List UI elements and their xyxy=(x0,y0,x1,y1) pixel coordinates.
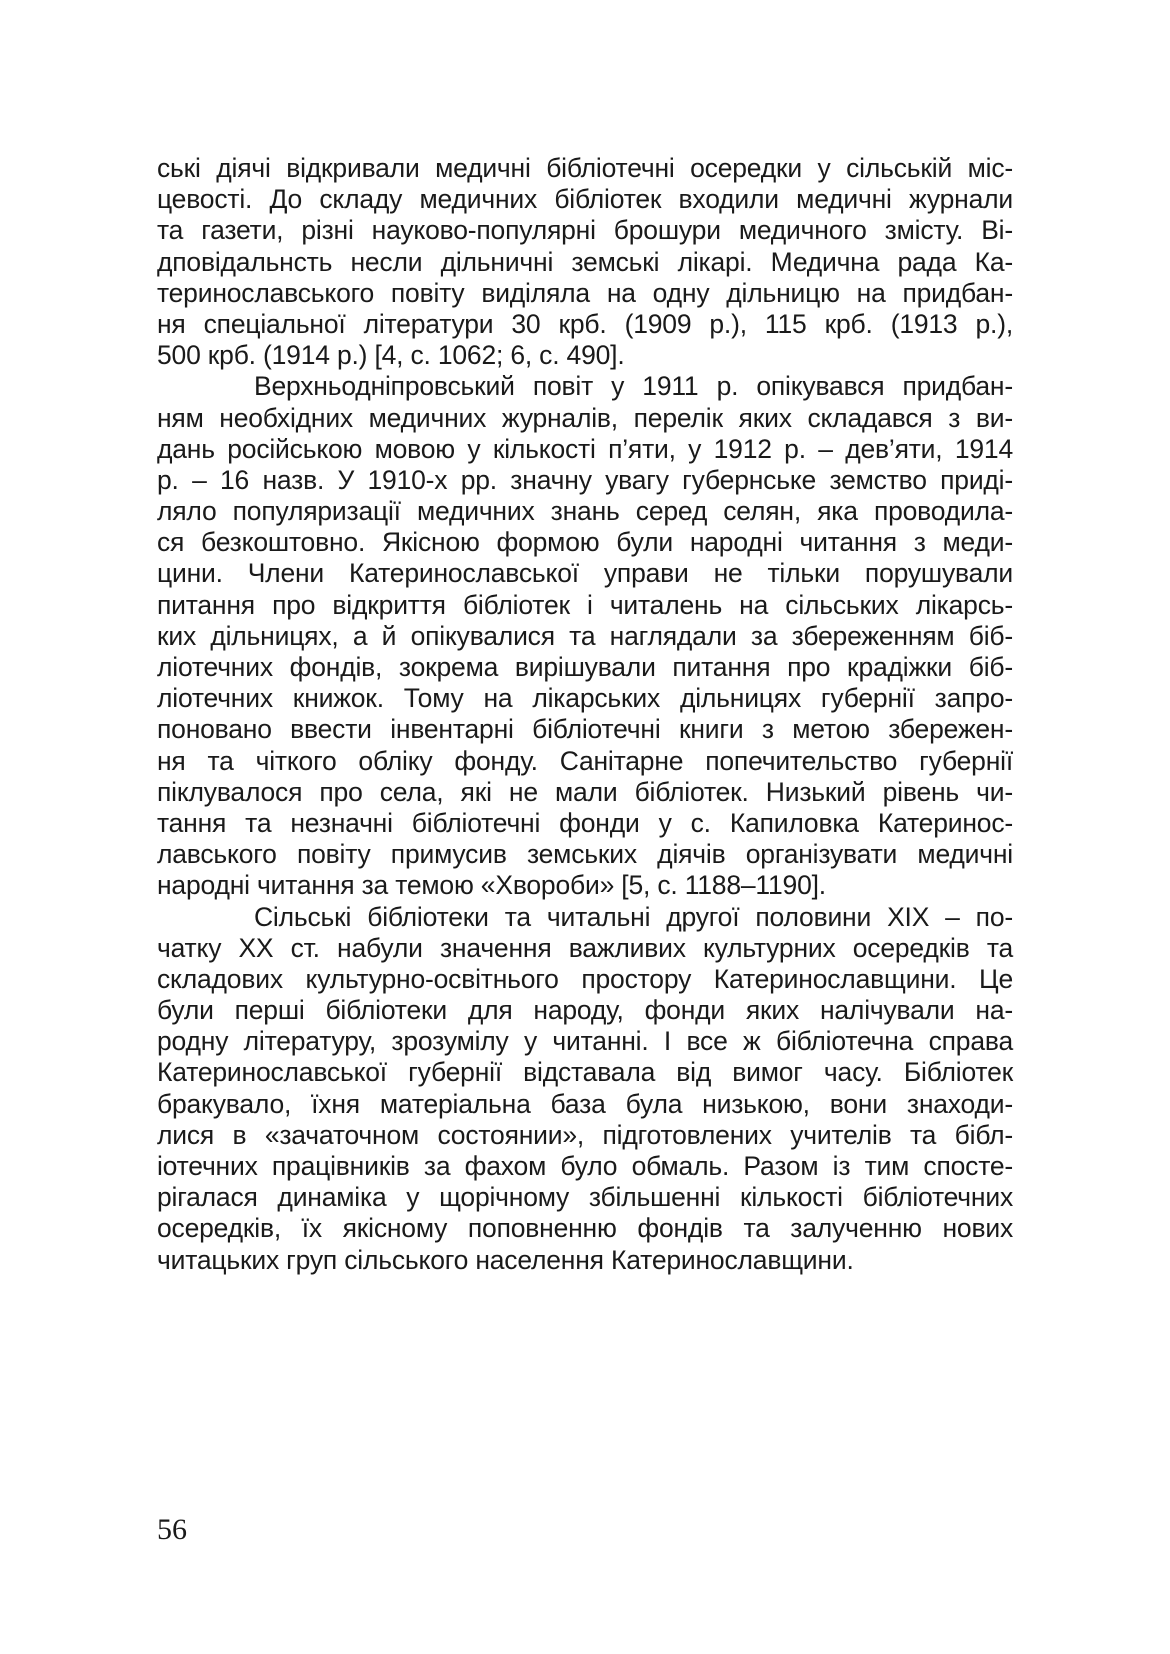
text-line: ліотечних фондів, зокрема вирішували питання про крадіжки біб- xyxy=(157,652,1013,682)
text-line: р. – 16 назв. У 1910-х рр. значну увагу губернське земство приді- xyxy=(157,464,1013,495)
text-line: народні читання за темою «Хвороби» [5, с. 1188–1190]. xyxy=(157,870,826,901)
text-line: тання та незначні бібліотечні фонди у с. Капиловка Катеринос- xyxy=(157,807,1013,838)
text-line: та газети, різні науково-популярні брошури медичного змісту. Ві- xyxy=(157,215,1013,246)
paragraph xyxy=(157,371,1013,901)
text-line: бракувало, їхня матеріальна база була низькою, вони знаходи- xyxy=(157,1088,1013,1119)
text-line: ліотечних книжок. Тому на лікарських дільницях губернії запро- xyxy=(157,683,1013,714)
text-line: цевості. До складу медичних бібліотек входили медичні журнали xyxy=(157,184,1013,215)
text-line: піклувалося про села, які не мали бібліотек. Низький рівень чи- xyxy=(157,776,1013,807)
text-line: дповідальнсть несли дільничні земські лікарі. Медична рада Ка- xyxy=(157,246,1013,277)
text-line: рігалася динаміка у щорічному збільшенні кількості бібліотечних xyxy=(157,1182,1013,1213)
text-line: іотечних працівників за фахом було обмаль. Разом із тим спосте- xyxy=(157,1151,1013,1181)
text-line: лися в «зачаточном состоянии», підготовлених учителів та бібл- xyxy=(157,1119,1013,1150)
text-line: Катеринославської губернії відставала від вимог часу. Бібліотек xyxy=(157,1057,1013,1088)
text-line: чатку XX ст. набули значення важливих культурних осередків та xyxy=(157,932,1013,963)
text-line: складових культурно-освітнього простору Катеринославщини. Це xyxy=(157,963,1013,994)
text-line: ські діячі відкривали медичні бібліотечні осередки у сільській міс- xyxy=(157,153,1013,183)
text-line: були перші бібліотеки для народу, фонди яких налічували на- xyxy=(157,995,1013,1026)
text-line: ня спеціальної літератури 30 крб. (1909 р.), 115 крб. (1913 р.), xyxy=(157,308,1013,339)
text-line: Сільські бібліотеки та читальні другої половини XIX – по- xyxy=(254,901,1013,932)
text-line: ням необхідних медичних журналів, перелік яких складався з ви- xyxy=(157,402,1013,433)
text-line: родну літературу, зрозумілу у читанні. І все ж бібліотечна справа xyxy=(157,1026,1013,1057)
text-line: дань російською мовою у кількості п’яти, у 1912 р. – дев’яти, 1914 xyxy=(157,433,1013,464)
text-line: осередків, їх якісному поповненню фондів та залученню нових xyxy=(157,1213,1013,1244)
text-line: цини. Члени Катеринославської управи не тільки порушували xyxy=(157,558,1013,589)
paragraph xyxy=(157,902,1013,1276)
text-line: лавського повіту примусив земських діячів організувати медичні xyxy=(157,839,1013,870)
text-line: теринославського повіту виділяла на одну дільницю на придбан- xyxy=(157,277,1013,308)
text-line: поновано ввести інвентарні бібліотечні книги з метою збережен- xyxy=(157,714,1013,745)
text-line: Верхньодніпровський повіт у 1911 р. опікувався придбан- xyxy=(254,371,1013,402)
page-number: 56 xyxy=(157,1513,187,1546)
body-text xyxy=(157,153,1013,1276)
text-line: читацьких груп сільського населення Катеринославщини. xyxy=(157,1244,854,1275)
paragraph xyxy=(157,153,1013,371)
text-line: 500 крб. (1914 р.) [4, с. 1062; 6, с. 490]. xyxy=(157,340,625,371)
text-line: ня та чіткого обліку фонду. Санітарне попечительство губернії xyxy=(157,745,1013,776)
text-line: ся безкоштовно. Якісною формою були народні читання з меди- xyxy=(157,527,1013,558)
text-line: ляло популяризації медичних знань серед селян, яка проводила- xyxy=(157,496,1013,527)
text-line: ких дільницях, а й опікувалися та наглядали за збереженням біб- xyxy=(157,620,1013,651)
text-line: питання про відкриття бібліотек і читалень на сільських лікарсь- xyxy=(157,589,1013,620)
